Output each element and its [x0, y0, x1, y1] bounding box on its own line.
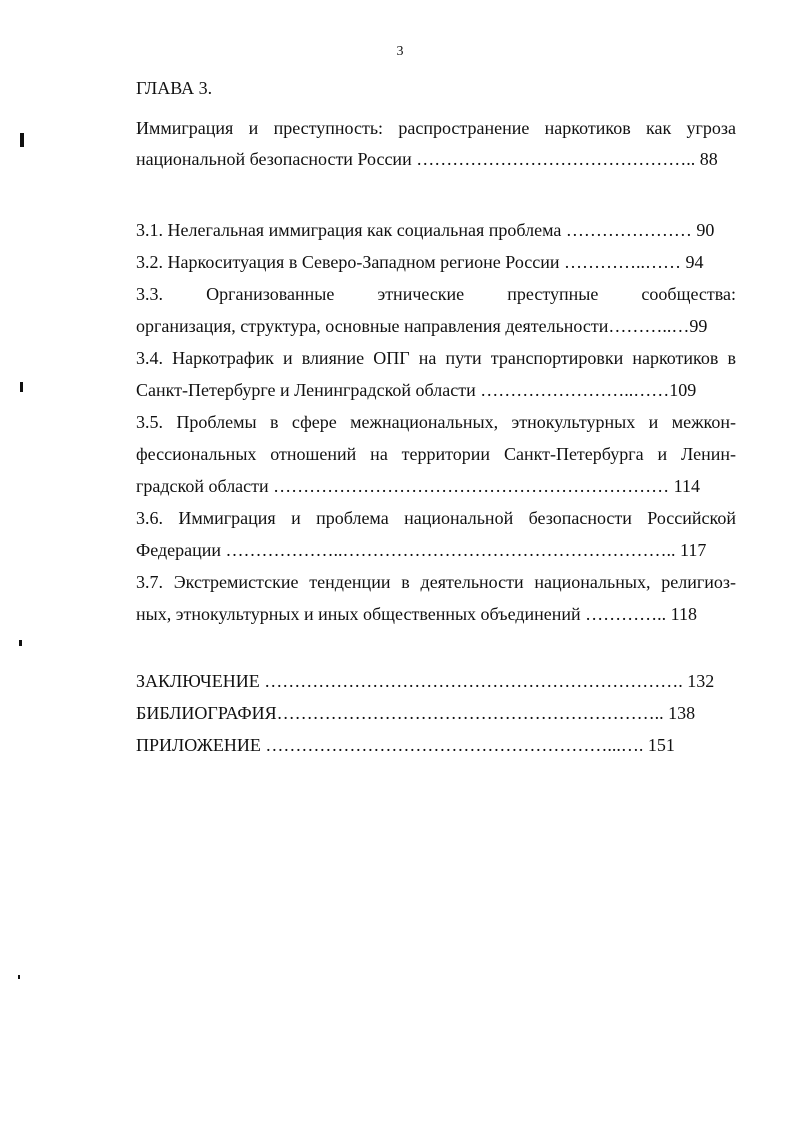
- toc-line: фессиональных отношений на территории Санкт-Петербурга и Ленин-: [136, 444, 736, 464]
- toc-line: градской области ………………………………………………………… 114: [136, 476, 700, 496]
- scan-artifact: [20, 133, 24, 147]
- scan-artifact: [20, 382, 23, 392]
- toc-back-matter-line: БИБЛИОГРАФИЯ……………………………………………………….. 138: [136, 703, 696, 723]
- toc-line: 3.5. Проблемы в сфере межнациональных, этнокультурных и межкон-: [136, 412, 736, 432]
- toc-back-matter-line: ПРИЛОЖЕНИЕ …………………………………………………...…. 151: [136, 735, 675, 755]
- chapter-heading: ГЛАВА 3.: [136, 78, 213, 98]
- page-number: 3: [396, 44, 404, 59]
- toc-line: 3.1. Нелегальная иммиграция как социальная проблема ………………… 90: [136, 220, 715, 240]
- toc-line: Федерации ………………..……………………………………………….. 117: [136, 540, 707, 560]
- toc-line: 3.2. Наркоситуация в Северо-Западном регионе России …………..…… 94: [136, 252, 704, 272]
- toc-line: ных, этнокультурных и иных общественных объединений ………….. 118: [136, 604, 697, 624]
- toc-line: организация, структура, основные направления деятельности………..…99: [136, 316, 708, 336]
- toc-back-matter-line: ЗАКЛЮЧЕНИЕ ……………………………………………………………. 132: [136, 671, 715, 691]
- scan-artifact: [19, 640, 22, 646]
- toc-line: 3.4. Наркотрафик и влияние ОПГ на пути транспортировки наркотиков в: [136, 348, 736, 368]
- chapter-title-line-1: Иммиграция и преступность: распространение наркотиков как угроза: [136, 118, 736, 138]
- toc-line: 3.3. Организованные этнические преступные сообщества:: [136, 284, 736, 304]
- chapter-title-line-2: национальной безопасности России ……………………………………….. 88: [136, 149, 718, 169]
- toc-line: 3.7. Экстремистские тенденции в деятельности национальных, религиоз-: [136, 572, 736, 592]
- toc-line: Санкт-Петербурге и Ленинградской области ……………………..……109: [136, 380, 697, 400]
- scan-artifact: [18, 975, 20, 979]
- toc-line: 3.6. Иммиграция и проблема национальной безопасности Российской: [136, 508, 736, 528]
